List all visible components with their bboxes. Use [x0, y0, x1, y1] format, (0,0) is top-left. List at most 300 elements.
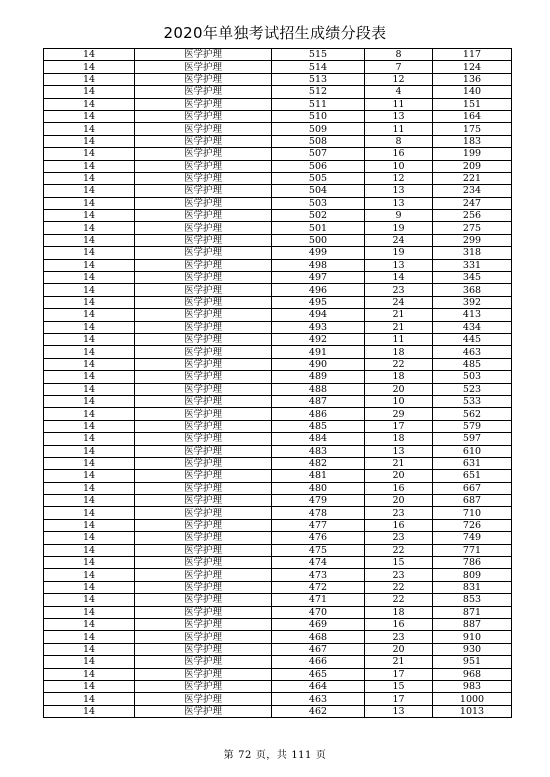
count-cell: 29	[365, 408, 433, 420]
table-row	[44, 135, 512, 147]
table-row	[44, 457, 512, 469]
count-cell: 13	[365, 185, 433, 197]
cumulative-cell: 234	[433, 185, 512, 197]
major-cell: 医学护理	[135, 594, 272, 606]
score-cell: 509	[272, 123, 365, 135]
score-cell: 497	[272, 272, 365, 284]
cumulative-cell: 299	[433, 234, 512, 246]
cumulative-cell: 710	[433, 507, 512, 519]
table-row	[44, 618, 512, 630]
cumulative-cell: 318	[433, 247, 512, 259]
count-cell: 18	[365, 606, 433, 618]
score-cell: 510	[272, 110, 365, 122]
count-cell: 20	[365, 470, 433, 482]
score-cell: 507	[272, 148, 365, 160]
cumulative-cell: 175	[433, 123, 512, 135]
score-cell: 462	[272, 705, 365, 717]
cumulative-cell: 256	[433, 210, 512, 222]
category-code-cell: 14	[44, 259, 135, 271]
category-code-cell: 14	[44, 680, 135, 692]
score-cell: 496	[272, 284, 365, 296]
category-code-cell: 14	[44, 247, 135, 259]
cumulative-cell: 434	[433, 321, 512, 333]
cumulative-cell: 853	[433, 594, 512, 606]
major-cell: 医学护理	[135, 557, 272, 569]
cumulative-cell: 151	[433, 98, 512, 110]
category-code-cell: 14	[44, 656, 135, 668]
category-code-cell: 14	[44, 569, 135, 581]
category-code-cell: 14	[44, 470, 135, 482]
score-cell: 491	[272, 346, 365, 358]
score-cell: 482	[272, 457, 365, 469]
cumulative-cell: 831	[433, 581, 512, 593]
table-row	[44, 482, 512, 494]
table-row	[44, 123, 512, 135]
page-footer	[0, 746, 550, 761]
score-cell: 472	[272, 581, 365, 593]
table-row	[44, 110, 512, 122]
table-row	[44, 234, 512, 246]
major-cell: 医学护理	[135, 73, 272, 85]
major-cell: 医学护理	[135, 581, 272, 593]
count-cell: 23	[365, 569, 433, 581]
count-cell: 18	[365, 433, 433, 445]
cumulative-cell: 968	[433, 668, 512, 680]
count-cell: 11	[365, 123, 433, 135]
cumulative-cell: 1013	[433, 705, 512, 717]
footer-suffix: 页	[315, 750, 327, 761]
table-row	[44, 519, 512, 531]
score-cell: 470	[272, 606, 365, 618]
category-code-cell: 14	[44, 395, 135, 407]
table-row	[44, 445, 512, 457]
table-row	[44, 346, 512, 358]
category-code-cell: 14	[44, 234, 135, 246]
count-cell: 13	[365, 110, 433, 122]
score-cell: 499	[272, 247, 365, 259]
count-cell: 17	[365, 693, 433, 705]
category-code-cell: 14	[44, 606, 135, 618]
table-row	[44, 705, 512, 717]
major-cell: 医学护理	[135, 532, 272, 544]
table-row	[44, 656, 512, 668]
cumulative-cell: 579	[433, 420, 512, 432]
table-row	[44, 49, 512, 61]
score-cell: 493	[272, 321, 365, 333]
count-cell: 13	[365, 259, 433, 271]
footer-total-pages: 111	[291, 750, 312, 761]
score-cell: 483	[272, 445, 365, 457]
count-cell: 11	[365, 98, 433, 110]
count-cell: 16	[365, 618, 433, 630]
score-cell: 474	[272, 557, 365, 569]
count-cell: 23	[365, 284, 433, 296]
category-code-cell: 14	[44, 457, 135, 469]
count-cell: 24	[365, 296, 433, 308]
table-row	[44, 148, 512, 160]
score-cell: 506	[272, 160, 365, 172]
score-cell: 512	[272, 86, 365, 98]
count-cell: 18	[365, 371, 433, 383]
score-cell: 489	[272, 371, 365, 383]
table-row	[44, 507, 512, 519]
table-row	[44, 309, 512, 321]
table-row	[44, 433, 512, 445]
major-cell: 医学护理	[135, 383, 272, 395]
score-table-body	[44, 49, 512, 718]
major-cell: 医学护理	[135, 507, 272, 519]
category-code-cell: 14	[44, 544, 135, 556]
major-cell: 医学护理	[135, 408, 272, 420]
score-cell: 473	[272, 569, 365, 581]
cumulative-cell: 463	[433, 346, 512, 358]
score-cell: 494	[272, 309, 365, 321]
table-row	[44, 495, 512, 507]
category-code-cell: 14	[44, 519, 135, 531]
table-row	[44, 631, 512, 643]
score-cell: 513	[272, 73, 365, 85]
cumulative-cell: 345	[433, 272, 512, 284]
cumulative-cell: 392	[433, 296, 512, 308]
score-cell: 484	[272, 433, 365, 445]
count-cell: 21	[365, 656, 433, 668]
score-cell: 486	[272, 408, 365, 420]
score-cell: 488	[272, 383, 365, 395]
table-row	[44, 210, 512, 222]
table-row	[44, 160, 512, 172]
major-cell: 医学护理	[135, 135, 272, 147]
count-cell: 15	[365, 680, 433, 692]
major-cell: 医学护理	[135, 234, 272, 246]
major-cell: 医学护理	[135, 680, 272, 692]
count-cell: 19	[365, 222, 433, 234]
major-cell: 医学护理	[135, 333, 272, 345]
category-code-cell: 14	[44, 420, 135, 432]
cumulative-cell: 726	[433, 519, 512, 531]
score-cell: 495	[272, 296, 365, 308]
cumulative-cell: 209	[433, 160, 512, 172]
cumulative-cell: 164	[433, 110, 512, 122]
cumulative-cell: 117	[433, 49, 512, 61]
count-cell: 12	[365, 172, 433, 184]
table-row	[44, 643, 512, 655]
major-cell: 医学护理	[135, 210, 272, 222]
major-cell: 医学护理	[135, 346, 272, 358]
major-cell: 医学护理	[135, 110, 272, 122]
count-cell: 20	[365, 495, 433, 507]
major-cell: 医学护理	[135, 643, 272, 655]
cumulative-cell: 562	[433, 408, 512, 420]
major-cell: 医学护理	[135, 49, 272, 61]
score-cell: 479	[272, 495, 365, 507]
table-row	[44, 395, 512, 407]
category-code-cell: 14	[44, 668, 135, 680]
score-cell: 501	[272, 222, 365, 234]
category-code-cell: 14	[44, 408, 135, 420]
score-table	[43, 48, 512, 718]
score-cell: 468	[272, 631, 365, 643]
category-code-cell: 14	[44, 110, 135, 122]
cumulative-cell: 140	[433, 86, 512, 98]
count-cell: 14	[365, 272, 433, 284]
category-code-cell: 14	[44, 495, 135, 507]
count-cell: 22	[365, 544, 433, 556]
score-cell: 478	[272, 507, 365, 519]
count-cell: 13	[365, 705, 433, 717]
major-cell: 医学护理	[135, 222, 272, 234]
score-cell: 480	[272, 482, 365, 494]
cumulative-cell: 275	[433, 222, 512, 234]
major-cell: 医学护理	[135, 272, 272, 284]
major-cell: 医学护理	[135, 606, 272, 618]
cumulative-cell: 910	[433, 631, 512, 643]
score-cell: 471	[272, 594, 365, 606]
major-cell: 医学护理	[135, 259, 272, 271]
major-cell: 医学护理	[135, 247, 272, 259]
table-row	[44, 383, 512, 395]
major-cell: 医学护理	[135, 445, 272, 457]
score-cell: 467	[272, 643, 365, 655]
category-code-cell: 14	[44, 643, 135, 655]
major-cell: 医学护理	[135, 172, 272, 184]
cumulative-cell: 771	[433, 544, 512, 556]
table-row	[44, 420, 512, 432]
cumulative-cell: 503	[433, 371, 512, 383]
score-cell: 469	[272, 618, 365, 630]
table-row	[44, 222, 512, 234]
cumulative-cell: 247	[433, 197, 512, 209]
major-cell: 医学护理	[135, 395, 272, 407]
category-code-cell: 14	[44, 284, 135, 296]
cumulative-cell: 331	[433, 259, 512, 271]
major-cell: 医学护理	[135, 569, 272, 581]
score-cell: 485	[272, 420, 365, 432]
cumulative-cell: 610	[433, 445, 512, 457]
cumulative-cell: 951	[433, 656, 512, 668]
score-cell: 465	[272, 668, 365, 680]
cumulative-cell: 136	[433, 73, 512, 85]
major-cell: 医学护理	[135, 358, 272, 370]
count-cell: 20	[365, 383, 433, 395]
count-cell: 20	[365, 643, 433, 655]
major-cell: 医学护理	[135, 544, 272, 556]
major-cell: 医学护理	[135, 457, 272, 469]
category-code-cell: 14	[44, 433, 135, 445]
count-cell: 10	[365, 160, 433, 172]
footer-prefix: 第	[223, 750, 235, 761]
score-cell: 477	[272, 519, 365, 531]
table-row	[44, 569, 512, 581]
cumulative-cell: 983	[433, 680, 512, 692]
major-cell: 医学护理	[135, 61, 272, 73]
category-code-cell: 14	[44, 482, 135, 494]
count-cell: 23	[365, 507, 433, 519]
table-row	[44, 284, 512, 296]
score-cell: 514	[272, 61, 365, 73]
table-row	[44, 272, 512, 284]
category-code-cell: 14	[44, 296, 135, 308]
count-cell: 13	[365, 197, 433, 209]
count-cell: 23	[365, 532, 433, 544]
score-cell: 504	[272, 185, 365, 197]
category-code-cell: 14	[44, 705, 135, 717]
score-cell: 466	[272, 656, 365, 668]
table-row	[44, 185, 512, 197]
major-cell: 医学护理	[135, 482, 272, 494]
count-cell: 24	[365, 234, 433, 246]
count-cell: 22	[365, 358, 433, 370]
score-cell: 490	[272, 358, 365, 370]
count-cell: 18	[365, 346, 433, 358]
table-row	[44, 86, 512, 98]
footer-mid: 页，共	[255, 750, 288, 761]
major-cell: 医学护理	[135, 433, 272, 445]
major-cell: 医学护理	[135, 470, 272, 482]
cumulative-cell: 887	[433, 618, 512, 630]
score-cell: 511	[272, 98, 365, 110]
cumulative-cell: 124	[433, 61, 512, 73]
major-cell: 医学护理	[135, 284, 272, 296]
score-cell: 505	[272, 172, 365, 184]
cumulative-cell: 786	[433, 557, 512, 569]
score-cell: 508	[272, 135, 365, 147]
score-cell: 503	[272, 197, 365, 209]
major-cell: 医学护理	[135, 185, 272, 197]
cumulative-cell: 631	[433, 457, 512, 469]
table-row	[44, 197, 512, 209]
table-row	[44, 61, 512, 73]
cumulative-cell: 199	[433, 148, 512, 160]
count-cell: 13	[365, 445, 433, 457]
category-code-cell: 14	[44, 371, 135, 383]
count-cell: 8	[365, 49, 433, 61]
count-cell: 23	[365, 631, 433, 643]
cumulative-cell: 368	[433, 284, 512, 296]
major-cell: 医学护理	[135, 693, 272, 705]
count-cell: 21	[365, 321, 433, 333]
category-code-cell: 14	[44, 631, 135, 643]
cumulative-cell: 930	[433, 643, 512, 655]
table-row	[44, 594, 512, 606]
category-code-cell: 14	[44, 383, 135, 395]
cumulative-cell: 523	[433, 383, 512, 395]
category-code-cell: 14	[44, 507, 135, 519]
score-cell: 475	[272, 544, 365, 556]
table-row	[44, 247, 512, 259]
cumulative-cell: 221	[433, 172, 512, 184]
major-cell: 医学护理	[135, 668, 272, 680]
count-cell: 16	[365, 519, 433, 531]
table-row	[44, 296, 512, 308]
score-cell: 500	[272, 234, 365, 246]
cumulative-cell: 485	[433, 358, 512, 370]
category-code-cell: 14	[44, 210, 135, 222]
category-code-cell: 14	[44, 557, 135, 569]
table-row	[44, 470, 512, 482]
table-row	[44, 668, 512, 680]
cumulative-cell: 533	[433, 395, 512, 407]
count-cell: 19	[365, 247, 433, 259]
score-cell: 502	[272, 210, 365, 222]
score-cell: 492	[272, 333, 365, 345]
category-code-cell: 14	[44, 581, 135, 593]
major-cell: 医学护理	[135, 618, 272, 630]
score-cell: 481	[272, 470, 365, 482]
major-cell: 医学护理	[135, 371, 272, 383]
major-cell: 医学护理	[135, 86, 272, 98]
major-cell: 医学护理	[135, 705, 272, 717]
category-code-cell: 14	[44, 532, 135, 544]
count-cell: 12	[365, 73, 433, 85]
cumulative-cell: 183	[433, 135, 512, 147]
footer-page-number: 72	[238, 750, 252, 761]
category-code-cell: 14	[44, 333, 135, 345]
category-code-cell: 14	[44, 160, 135, 172]
table-row	[44, 259, 512, 271]
category-code-cell: 14	[44, 86, 135, 98]
major-cell: 医学护理	[135, 309, 272, 321]
count-cell: 4	[365, 86, 433, 98]
major-cell: 医学护理	[135, 148, 272, 160]
cumulative-cell: 597	[433, 433, 512, 445]
score-cell: 464	[272, 680, 365, 692]
major-cell: 医学护理	[135, 197, 272, 209]
table-row	[44, 557, 512, 569]
cumulative-cell: 749	[433, 532, 512, 544]
category-code-cell: 14	[44, 346, 135, 358]
count-cell: 8	[365, 135, 433, 147]
table-row	[44, 532, 512, 544]
category-code-cell: 14	[44, 61, 135, 73]
category-code-cell: 14	[44, 272, 135, 284]
count-cell: 21	[365, 309, 433, 321]
count-cell: 17	[365, 420, 433, 432]
major-cell: 医学护理	[135, 160, 272, 172]
table-row	[44, 606, 512, 618]
table-row	[44, 693, 512, 705]
major-cell: 医学护理	[135, 321, 272, 333]
cumulative-cell: 871	[433, 606, 512, 618]
cumulative-cell: 809	[433, 569, 512, 581]
major-cell: 医学护理	[135, 656, 272, 668]
table-row	[44, 371, 512, 383]
category-code-cell: 14	[44, 321, 135, 333]
category-code-cell: 14	[44, 222, 135, 234]
count-cell: 7	[365, 61, 433, 73]
score-cell: 463	[272, 693, 365, 705]
category-code-cell: 14	[44, 594, 135, 606]
category-code-cell: 14	[44, 197, 135, 209]
count-cell: 9	[365, 210, 433, 222]
major-cell: 医学护理	[135, 123, 272, 135]
major-cell: 医学护理	[135, 420, 272, 432]
category-code-cell: 14	[44, 148, 135, 160]
score-cell: 476	[272, 532, 365, 544]
category-code-cell: 14	[44, 693, 135, 705]
cumulative-cell: 667	[433, 482, 512, 494]
category-code-cell: 14	[44, 309, 135, 321]
category-code-cell: 14	[44, 123, 135, 135]
count-cell: 11	[365, 333, 433, 345]
score-cell: 487	[272, 395, 365, 407]
cumulative-cell: 687	[433, 495, 512, 507]
count-cell: 21	[365, 457, 433, 469]
count-cell: 10	[365, 395, 433, 407]
major-cell: 医学护理	[135, 98, 272, 110]
category-code-cell: 14	[44, 98, 135, 110]
table-row	[44, 98, 512, 110]
cumulative-cell: 445	[433, 333, 512, 345]
